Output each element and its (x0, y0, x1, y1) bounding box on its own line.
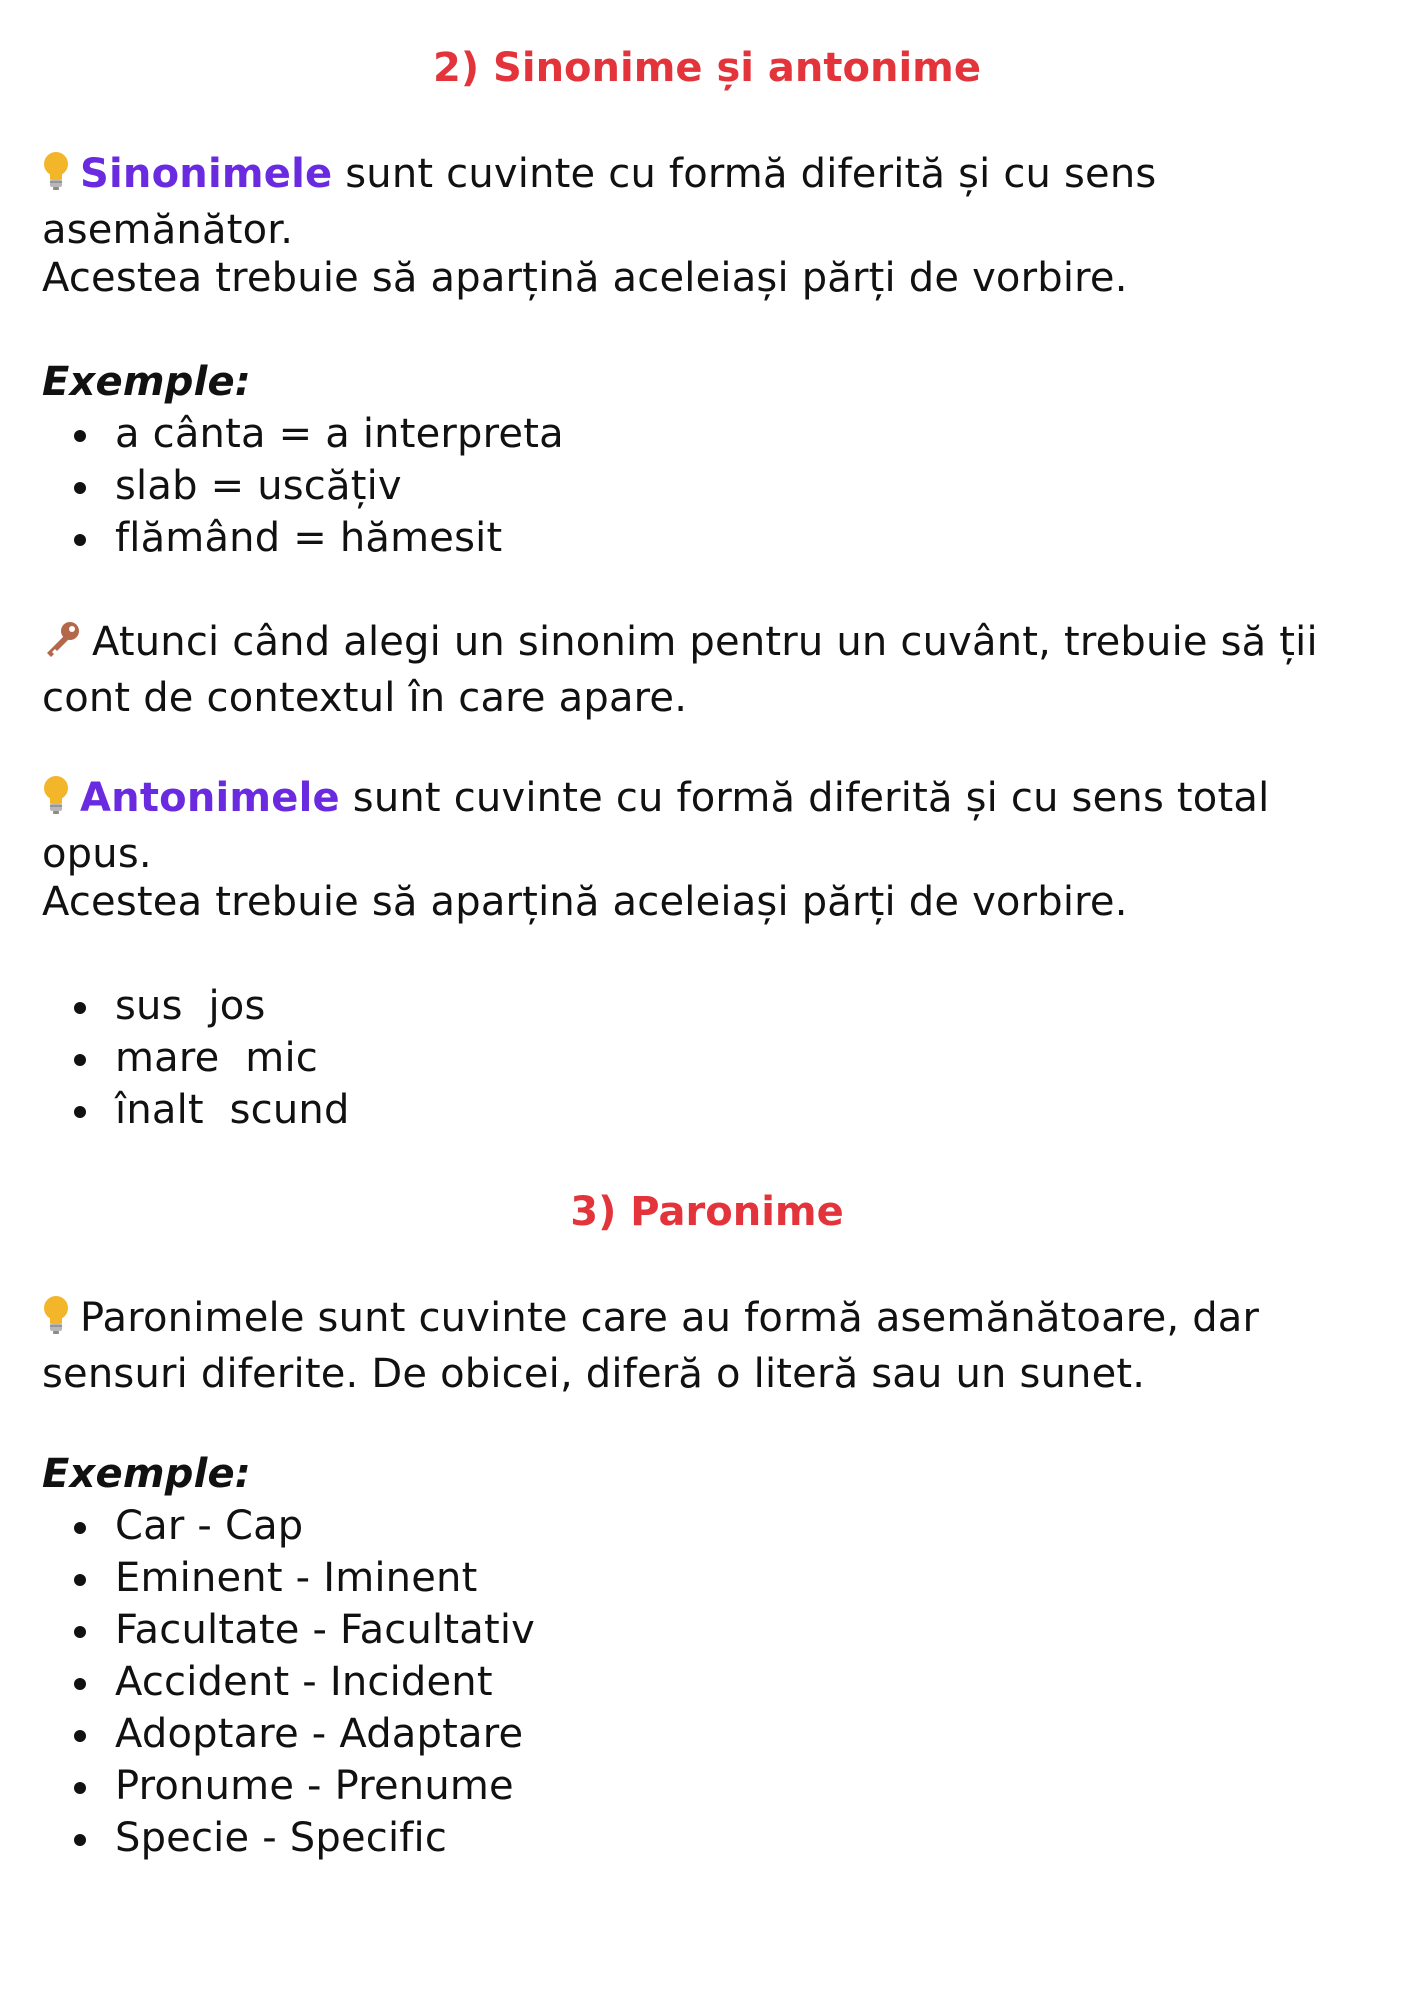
list-item: Adoptare - Adaptare (70, 1708, 535, 1760)
tip-text: Atunci când alegi un sinonim pentru un cuvânt, trebuie să ții cont de contextul în care apare. (42, 619, 1318, 721)
section-title-paronime: 3) Paronime (570, 1189, 844, 1235)
antonyms-definition (42, 772, 1382, 880)
paronyms-examples-label: Exemple: (42, 1451, 252, 1497)
lightbulb-icon (42, 1295, 70, 1348)
list-item: Facultate - Facultativ (70, 1604, 535, 1656)
synonyms-rule: Acestea trebuie să aparțină aceleiași părți de vorbire. (42, 255, 1128, 301)
paronyms-definition (42, 1292, 1382, 1400)
list-item: sus jos (70, 980, 350, 1032)
synonym-tip (42, 616, 1382, 724)
list-item: slab = uscățiv (70, 460, 564, 512)
key-icon (42, 619, 82, 672)
antonyms-term: Antonimele (80, 775, 340, 821)
list-item: Specie - Specific (70, 1812, 535, 1864)
lightbulb-icon (42, 775, 70, 828)
list-item: flămând = hămesit (70, 512, 564, 564)
list-item: înalt scund (70, 1084, 350, 1136)
synonyms-examples-list (70, 408, 564, 564)
list-item: mare mic (70, 1032, 350, 1084)
synonyms-term: Sinonimele (80, 151, 333, 197)
synonyms-definition-text: sunt cuvinte cu formă diferită și cu sens asemănător. (42, 151, 1157, 253)
synonyms-examples-label: Exemple: (42, 359, 252, 405)
list-item: Accident - Incident (70, 1656, 535, 1708)
list-item: Eminent - Iminent (70, 1552, 535, 1604)
paronyms-definition-text: Paronimele sunt cuvinte care au formă asemănătoare, dar sensuri diferite. De obicei, diferă o literă sau un sunet. (42, 1295, 1260, 1397)
list-item: Car - Cap (70, 1500, 535, 1552)
lightbulb-icon (42, 151, 70, 204)
synonyms-definition (42, 148, 1292, 256)
antonyms-definition-text: sunt cuvinte cu formă diferită și cu sens total opus. (42, 775, 1270, 877)
list-item: Pronume - Prenume (70, 1760, 535, 1812)
antonyms-rule: Acestea trebuie să aparțină aceleiași părți de vorbire. (42, 879, 1128, 925)
list-item: a cânta = a interpreta (70, 408, 564, 460)
antonyms-examples-list (70, 980, 350, 1136)
section-title-sinonime-antonime: 2) Sinonime și antonime (433, 45, 981, 91)
paronyms-examples-list (70, 1500, 535, 1864)
